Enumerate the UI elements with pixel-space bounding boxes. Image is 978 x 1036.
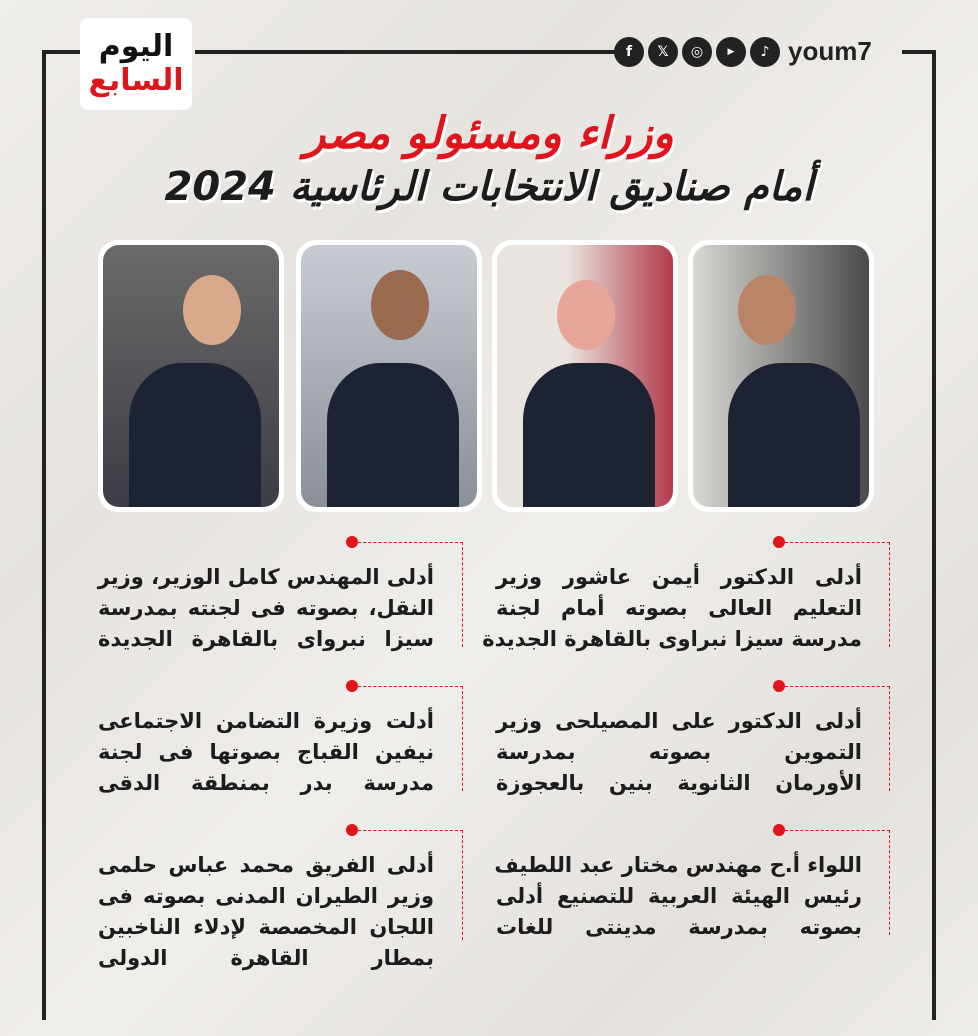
- entry-line: أدلى الدكتور أيمن عاشور وزير: [496, 565, 862, 589]
- entry-moselhy: [496, 706, 862, 799]
- frame-line: [902, 50, 936, 54]
- entry-line: اللواء أ.ح مهندس مختار عبد اللطيف: [494, 853, 862, 877]
- youtube-icon[interactable]: ▶: [716, 37, 746, 67]
- entry-line: الأورمان الثانوية بنين بالعجوزة: [496, 771, 862, 795]
- entry-mokhtar-abdellatif: [496, 850, 862, 943]
- entry-kamel-elwazir: [98, 562, 434, 655]
- entry-line: اللجان المخصصة لإدلاء الناخبين: [98, 915, 434, 939]
- title-line1: وزراء ومسئولو مصر: [304, 108, 674, 159]
- entry-line: أدلى المهندس كامل الوزير، وزير: [97, 565, 434, 589]
- photo-moselhy: [296, 240, 482, 512]
- tiktok-icon[interactable]: ♪: [750, 37, 780, 67]
- social-links: [614, 36, 872, 67]
- frame-line: [195, 50, 615, 54]
- facebook-icon[interactable]: f: [614, 37, 644, 67]
- entry-line: التموين بصوته بمدرسة: [496, 740, 862, 764]
- entry-line: بمطار القاهرة الدولى: [98, 946, 434, 970]
- entry-mohamed-abbas-helmy: [98, 850, 434, 974]
- entry-line: مدرسة بدر بمنطقة الدقى: [98, 771, 434, 795]
- entry-nevine-elkabbag: [98, 706, 434, 799]
- entry-line: بصوته بمدرسة مدينتى للغات: [496, 915, 862, 939]
- logo-line1: اليوم: [98, 29, 174, 64]
- entry-line: أدلت وزيرة التضامن الاجتماعى: [98, 709, 434, 733]
- frame-line: [42, 50, 82, 54]
- entry-line: أدلى الدكتور على المصيلحى وزير: [496, 709, 862, 733]
- brand-name: youm7: [788, 36, 872, 66]
- logo-line2: السابع: [88, 63, 184, 98]
- title-line2: أمام صناديق الانتخابات الرئاسية 2024: [164, 164, 814, 210]
- photo-nevine-elkabbag: [492, 240, 678, 512]
- entry-line: أدلى الفريق محمد عباس حلمى: [98, 853, 434, 877]
- youm7-logo: [80, 18, 192, 110]
- entry-line: سيزا نبرواى بالقاهرة الجديدة: [98, 627, 434, 651]
- photo-kamel-elwazir: [98, 240, 284, 512]
- x-icon[interactable]: 𝕏: [648, 37, 678, 67]
- instagram-icon[interactable]: ◎: [682, 37, 712, 67]
- entry-line: وزير الطيران المدنى بصوته فى: [98, 884, 434, 908]
- entry-line: نيفين القباج بصوتها فى لجنة: [98, 740, 434, 764]
- entry-line: النقل، بصوته فى لجنته بمدرسة: [98, 596, 434, 620]
- entry-line: مدرسة سيزا نبراوى بالقاهرة الجديدة: [482, 627, 862, 651]
- entry-ayman-ashour: [482, 562, 862, 655]
- photo-ayman-ashour: [688, 240, 874, 512]
- entry-line: التعليم العالى بصوته أمام لجنة: [496, 596, 862, 620]
- entry-line: رئيس الهيئة العربية للتصنيع أدلى: [496, 884, 862, 908]
